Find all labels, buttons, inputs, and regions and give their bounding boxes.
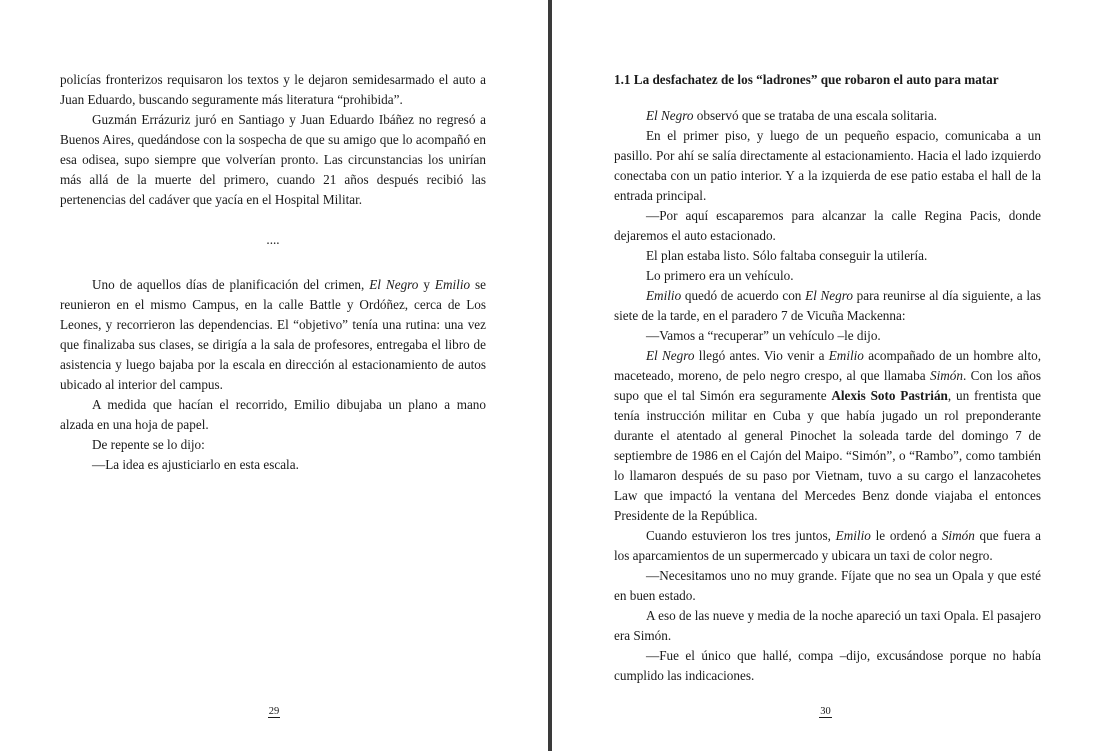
paragraph — [614, 566, 1041, 606]
text-run: Cuando estuvieron los tres juntos, — [646, 528, 836, 543]
text-run: policías fronterizos requisaron los textos y le dejaron semidesarmado el auto a Juan Eduardo, buscando seguramente más literatura “prohibida”. — [60, 72, 486, 107]
right-page-body — [614, 70, 1041, 686]
right-page — [552, 0, 1099, 751]
paragraph — [614, 346, 1041, 526]
text-run: —La idea es ajusticiarlo en esta escala. — [92, 457, 299, 472]
text-run: observó que se trataba de una escala solitaria. — [693, 108, 937, 123]
text-run: quedó de acuerdo con — [681, 288, 806, 303]
text-run: y — [418, 277, 435, 292]
bold-run: Alexis Soto Pastrián — [831, 388, 948, 403]
text-run: —Por aquí escaparemos para alcanzar la calle Regina Pacis, donde dejaremos el auto estacionado. — [614, 208, 1041, 243]
section-heading: 1.1 La desfachatez de los “ladrones” que robaron el auto para matar — [614, 72, 999, 87]
italic-run: El Negro — [805, 288, 853, 303]
text-run: —Vamos a “recuperar” un vehículo –le dijo. — [646, 328, 881, 343]
left-page-body — [60, 70, 486, 475]
paragraph — [614, 206, 1041, 246]
page-number-right: 30 — [820, 706, 831, 717]
paragraph — [60, 275, 486, 395]
text-run: que fuera a los aparcamientos de un supermercado y ubicara un taxi de color negro. — [614, 528, 1041, 563]
text-run: De repente se lo dijo: — [92, 437, 205, 452]
paragraph — [614, 526, 1041, 566]
italic-run: Emilio — [434, 277, 471, 292]
paragraph — [614, 646, 1041, 686]
text-run: En el primer piso, y luego de un pequeño espacio, comunicaba a un pasillo. Por ahí se salía directamente al estacionamiento. Hacia el lado izquierdo conectaba con un patio interior. Y a la izquierda de ese patio estaba el hall de la entrada principal. — [614, 128, 1041, 203]
text-run: —Fue el único que hallé, compa –dijo, excusándose porque no había cumplido las indicaciones. — [614, 648, 1041, 683]
italic-run: El Negro — [646, 108, 694, 123]
italic-run: El Negro — [369, 277, 419, 292]
text-run: llegó antes. Vio venir a — [694, 348, 829, 363]
paragraph — [60, 435, 486, 455]
paragraph — [60, 70, 486, 110]
text-run: acompañado de un hombre alto, maceteado, moreno, de pelo negro crespo, al que llamaba — [614, 348, 1042, 383]
paragraph — [614, 326, 1041, 346]
text-run: . Con los años supo que el tal Simón era seguramente — [614, 368, 1041, 403]
page-number-left: 29 — [268, 706, 280, 717]
italic-run: El Negro — [646, 348, 695, 363]
italic-run: Simón — [941, 528, 975, 543]
text-run: , un frentista que tenía instrucción militar en Cuba y que había jugado un rol preponderante durante el atentado al general Pinochet la soleada tarde del domingo 7 de septiembre de 1986 en el Cajón del Maipo. “Simón”, o “Rambo”, como también lo llamaron después de su paso por Vietnam, tuvo a su cargo el lanzacohetes Law que impactó la ventana del Mercedes Benz donde viajaba el entonces Presidente de la República. — [614, 388, 1042, 523]
italic-run: Simón — [930, 368, 963, 383]
paragraph — [614, 266, 1041, 286]
text-run: Uno de aquellos días de planificación del crimen, — [92, 277, 370, 292]
italic-run: Emilio — [646, 288, 682, 303]
text-run: .... — [266, 232, 280, 247]
text-run: El plan estaba listo. Sólo faltaba conseguir la utilería. — [646, 248, 928, 263]
paragraph — [614, 246, 1041, 266]
section-separator — [60, 230, 486, 250]
paragraph — [60, 110, 486, 210]
left-page — [0, 0, 548, 751]
text-run: para reunirse al día siguiente, a las siete de la tarde, en el paradero 7 de Vicuña Mackenna: — [614, 288, 1041, 323]
paragraph — [60, 395, 486, 435]
text-run: A medida que hacían el recorrido, Emilio dibujaba un plano a mano alzada en una hoja de papel. — [60, 397, 486, 432]
paragraph — [614, 286, 1041, 326]
text-run: A eso de las nueve y media de la noche apareció un taxi Opala. El pasajero era Simón. — [614, 608, 1041, 643]
paragraph — [614, 106, 1041, 126]
italic-run: Emilio — [828, 348, 864, 363]
text-run: le ordenó a — [870, 528, 942, 543]
paragraph — [614, 606, 1041, 646]
text-run: Guzmán Errázuriz juró en Santiago y Juan Eduardo Ibáñez no regresó a Buenos Aires, quedándose con la sospecha de que su amigo que lo acompañó en esa odisea, supo siempre que volverían pronto. Las circunstancias los unirían más allá de la muerte del primero, cuando 21 años después recibió las pertenencias del cadáver que yacía en el Hospital Militar. — [60, 112, 486, 207]
paragraph — [614, 126, 1041, 206]
text-run: se reunieron en el mismo Campus, en la calle Battle y Ordóñez, cerca de Los Leones, y recorrieron las dependencias. El “objetivo” tenía una rutina: una vez que finalizaba sus clases, se dirigía a la sala de profesores, entregaba el libro de asistencia y luego bajaba por la escala en dirección al estacionamiento de autos ubicado al interior del campus. — [60, 277, 487, 392]
text-run: Lo primero era un vehículo. — [646, 268, 794, 283]
paragraph — [60, 455, 486, 475]
text-run: —Necesitamos uno no muy grande. Fíjate que no sea un Opala y que esté en buen estado. — [614, 568, 1041, 603]
italic-run: Emilio — [835, 528, 871, 543]
